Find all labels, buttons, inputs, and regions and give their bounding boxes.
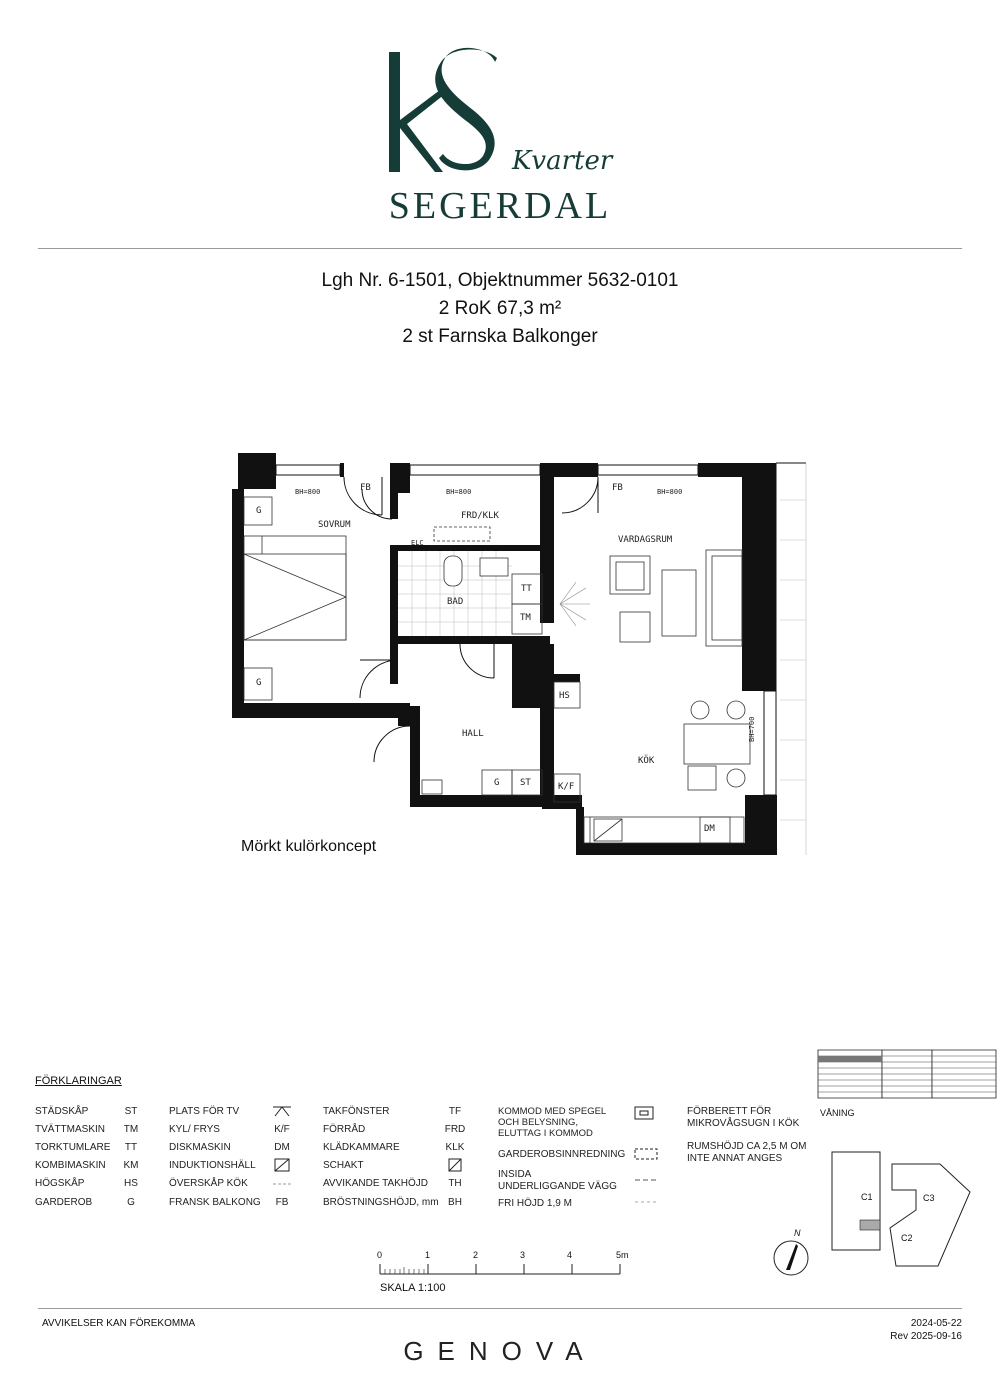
- keyplan-c3: C3: [923, 1193, 935, 1203]
- north-label: N: [794, 1228, 801, 1238]
- legend-label: TVÄTTMASKIN: [35, 1124, 106, 1135]
- dining-table: [684, 724, 750, 764]
- legend-code: BH: [448, 1197, 462, 1208]
- legend-label: FÖRBERETT FÖR MIKROVÅGSUGN I KÖK: [687, 1106, 800, 1129]
- legend-label: PLATS FÖR TV: [169, 1106, 240, 1117]
- wall: [232, 703, 410, 718]
- free-height-icon: [634, 1199, 658, 1205]
- north-arrow-icon: [772, 1236, 812, 1278]
- fixture-kf: K/F: [558, 782, 575, 792]
- scale-tick-label: 4: [567, 1250, 573, 1260]
- scale-ruler: [378, 1262, 624, 1278]
- keyplan-vaning: VÅNING: [820, 1108, 855, 1118]
- fixture-fb: FB: [360, 483, 371, 493]
- logo-segerdal: SEGERDAL: [388, 185, 612, 227]
- legend-code: ST: [124, 1106, 138, 1117]
- room-label-frd-klk: FRD/KLK: [461, 511, 499, 521]
- keyplan-c2: C2: [901, 1233, 913, 1243]
- tv-symbol-icon: [272, 1105, 292, 1117]
- scale-tick-label: 3: [520, 1250, 526, 1260]
- key-plan: [810, 1040, 1000, 1280]
- plan-date: 2024-05-22: [910, 1318, 962, 1329]
- legend-label: RUMSHÖJD CA 2,5 M OM INTE ANNAT ANGES: [687, 1141, 807, 1164]
- legend-label: KOMMOD MED SPEGEL OCH BELYSNING, ELUTTAG I KOMMOD: [498, 1106, 606, 1139]
- fixture-st: ST: [520, 778, 531, 788]
- fixture-bh: BH=800: [657, 488, 683, 496]
- legend-code: DM: [274, 1142, 290, 1153]
- legend-label: TORKTUMLARE: [35, 1142, 111, 1153]
- fixture-tm: TM: [520, 613, 531, 623]
- legend-label: FRANSK BALKONG: [169, 1197, 261, 1208]
- legend-code: KLK: [445, 1142, 465, 1153]
- room-label-hall: HALL: [462, 729, 484, 739]
- legend-label: GARDEROBSINNREDNING: [498, 1149, 626, 1160]
- coffee-table: [662, 570, 696, 636]
- sofa: [706, 550, 742, 646]
- fixture-g: G: [256, 678, 262, 688]
- fixture-bh: BH=800: [295, 488, 321, 496]
- legend-label: FÖRRÅD: [323, 1124, 366, 1135]
- scale-tick-label: 1: [425, 1250, 431, 1260]
- legend-code: TM: [123, 1124, 139, 1135]
- balcony-info: 2 st Farnska Balkonger: [402, 326, 598, 347]
- legend-code: G: [127, 1197, 135, 1208]
- chair: [620, 612, 650, 642]
- legend-code: TF: [448, 1106, 462, 1117]
- disclaimer: AVVIKELSER KAN FÖREKOMMA: [42, 1318, 196, 1329]
- sink: [480, 558, 508, 576]
- fixture-g: G: [256, 506, 262, 516]
- shaft-icon: [448, 1158, 462, 1172]
- legend-label: FRI HÖJD 1,9 M: [498, 1198, 572, 1209]
- legend-label: TAKFÖNSTER: [323, 1106, 390, 1117]
- keyplan-c1: C1: [861, 1192, 873, 1202]
- legend-label: INDUKTIONSHÄLL: [169, 1160, 256, 1171]
- color-concept-note: Mörkt kulörkoncept: [241, 838, 377, 855]
- legend-code: FRD: [444, 1124, 466, 1135]
- scale-tick-label: 0: [377, 1250, 383, 1260]
- legend-label: ÖVERSKÅP KÖK: [169, 1178, 248, 1189]
- legend-label: AVVIKANDE TAKHÖJD: [323, 1178, 429, 1189]
- wall: [410, 795, 552, 807]
- induction-hob-icon: [274, 1158, 290, 1172]
- fixture-bh: BH=800: [446, 488, 472, 496]
- room-label-sovrum: SOVRUM: [318, 520, 351, 530]
- overhead-cabinet-icon: [272, 1181, 292, 1187]
- wardrobe-fittings-icon: [634, 1147, 658, 1161]
- room-label-bad: BAD: [447, 597, 464, 607]
- toilet: [444, 556, 462, 586]
- room-label-vardagsrum: VARDAGSRUM: [618, 535, 673, 545]
- fixture-g: G: [494, 778, 500, 788]
- legend-code: KM: [123, 1160, 139, 1171]
- legend-code: FB: [275, 1197, 289, 1208]
- wall: [410, 706, 420, 806]
- legend-label: STÄDSKÅP: [35, 1106, 89, 1117]
- legend-label: INSIDA UNDERLIGGANDE VÄGG: [498, 1169, 617, 1192]
- vanity-icon: [634, 1106, 654, 1120]
- underlying-wall-icon: [634, 1177, 658, 1183]
- revision-date: Rev 2025-09-16: [890, 1331, 962, 1342]
- legend-label: GARDEROB: [35, 1197, 93, 1208]
- legend-label: KOMBIMASKIN: [35, 1160, 106, 1171]
- logo-kvarter: Kvarter: [512, 146, 613, 176]
- legend-code: TT: [124, 1142, 138, 1153]
- apartment-number: Lgh Nr. 6-1501, Objektnummer 5632-0101: [321, 270, 679, 291]
- genova-brand: GENOVA: [403, 1336, 597, 1366]
- fixture-tt: TT: [521, 584, 532, 594]
- legend-label: SCHAKT: [323, 1160, 364, 1171]
- fixture-hs: HS: [559, 691, 570, 701]
- bed: [244, 536, 346, 640]
- fixture-fb: FB: [612, 483, 623, 493]
- legend-label: BRÖSTNINGSHÖJD, mm: [323, 1197, 439, 1208]
- wall: [232, 489, 244, 717]
- legend-label: DISKMASKIN: [169, 1142, 231, 1153]
- scale-label: SKALA 1:100: [380, 1282, 446, 1294]
- legend-label: KYL/ FRYS: [169, 1124, 220, 1135]
- schakt: [512, 644, 544, 708]
- legend-label: HÖGSKÅP: [35, 1178, 85, 1189]
- floor-highlight: [818, 1056, 882, 1062]
- wall: [742, 463, 776, 691]
- room-label-kok: KÖK: [638, 756, 655, 766]
- bottom-divider: [38, 1308, 962, 1309]
- scale-tick-label: 5m: [616, 1250, 629, 1260]
- scale-tick-label: 2: [473, 1250, 479, 1260]
- legend-code: K/F: [274, 1124, 290, 1135]
- wall: [238, 453, 276, 489]
- fixture-elc: ELC: [411, 539, 424, 547]
- legend-code: HS: [124, 1178, 138, 1189]
- legend-heading: FÖRKLARINGAR: [35, 1075, 122, 1087]
- fixture-bh: BH=700: [748, 716, 756, 742]
- apartment-size: 2 RoK 67,3 m²: [438, 298, 562, 319]
- fixture-dm: DM: [704, 824, 715, 834]
- legend-label: KLÄDKAMMARE: [323, 1142, 400, 1153]
- legend-code: TH: [448, 1178, 462, 1189]
